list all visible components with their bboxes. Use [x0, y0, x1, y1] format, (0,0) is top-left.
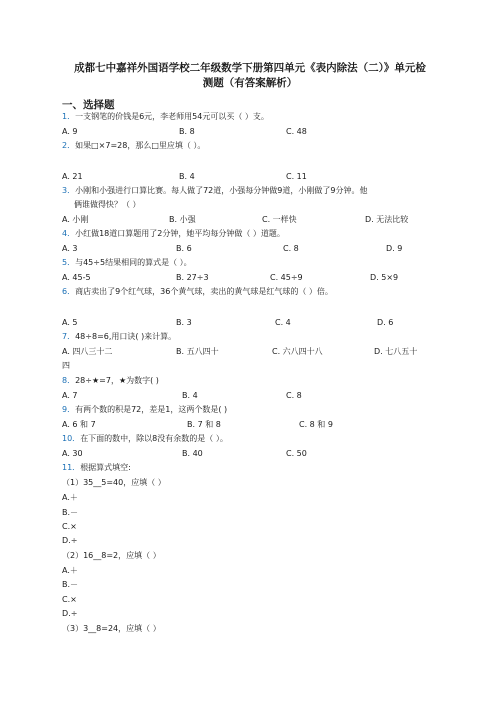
q4-option-d: D. 9	[386, 244, 403, 253]
q11-sub-2: （2）16__8=2，应填（ ）	[62, 551, 161, 560]
q4-option-a: A. 3	[62, 244, 78, 253]
q1-option-b: B. 8	[179, 127, 195, 136]
question-3-cont: 俩谁做得快？（ ）	[74, 200, 141, 209]
question-3: 3．小刚和小强进行口算比赛。每人做了72道，小强每分钟做9道，小刚做了9分钟。他	[62, 186, 368, 195]
q7-option-b: B. 五八四十	[176, 347, 219, 356]
q2-option-c: C. 11	[286, 172, 307, 181]
title-line-2: 测题（有答案解析）	[202, 77, 298, 89]
q4-option-c: C. 8	[283, 244, 299, 253]
q8-option-c: C. 8	[286, 391, 302, 400]
question-9: 9．有两个数的积是72，差是1，这两个数是( )	[62, 405, 228, 414]
q6-option-d: D. 6	[377, 318, 394, 327]
q10-option-c: C. 50	[286, 449, 307, 458]
question-6: 6．商店卖出了9个红气球，36个黄气球，卖出的黄气球是红气球的（ ）倍。	[62, 287, 333, 296]
question-4: 4．小红做18道口算题用了2分钟，她平均每分钟做（ ）道题。	[62, 229, 285, 238]
q5-option-c: C. 45÷9	[270, 273, 303, 282]
q6-option-b: B. 3	[176, 318, 192, 327]
q11-sub1-option-b: B.－	[62, 508, 79, 517]
q10-option-a: A. 30	[62, 449, 83, 458]
q7-option-d-cont: 四	[62, 361, 70, 370]
q1-option-a: A. 9	[62, 127, 78, 136]
q11-sub2-option-c: C.×	[62, 595, 77, 604]
title-line-1: 成都七中嘉祥外国语学校二年级数学下册第四单元《表内除法（二）》单元检	[74, 62, 426, 74]
question-2: 2．如果□×7=28，那么□里应填（ ）。	[62, 141, 206, 150]
q8-option-b: B. 4	[182, 391, 198, 400]
q11-sub2-option-d: D.÷	[62, 609, 78, 618]
q9-option-a: A. 6 和 7	[62, 420, 96, 429]
q3-option-b: B. 小强	[169, 215, 196, 224]
q10-option-b: B. 40	[182, 449, 203, 458]
question-5: 5．与45÷5结果相同的算式是（ ）。	[62, 258, 192, 267]
q5-option-b: B. 27÷3	[176, 273, 209, 282]
question-11: 11．根据算式填空:	[62, 463, 131, 472]
q7-option-c: C. 六八四十八	[272, 347, 323, 356]
q6-option-a: A. 5	[62, 318, 78, 327]
question-10: 10．在下面的数中，除以8没有余数的是（ ）。	[62, 434, 228, 443]
q9-option-c: C. 8 和 9	[299, 420, 333, 429]
q3-option-c: C. 一样快	[262, 215, 297, 224]
q3-option-d: D. 无法比较	[365, 215, 409, 224]
q8-option-a: A. 7	[62, 391, 78, 400]
q11-sub1-option-a: A.＋	[62, 493, 78, 502]
q2-option-a: A. 21	[62, 172, 83, 181]
q7-option-a: A. 四八三十二	[62, 347, 113, 356]
q6-option-c: C. 4	[275, 318, 291, 327]
q2-option-b: B. 4	[179, 172, 195, 181]
q4-option-b: B. 6	[176, 244, 192, 253]
q11-sub1-option-c: C.×	[62, 522, 77, 531]
q11-sub-1: （1）35__5=40，应填（ ）	[62, 478, 166, 487]
q3-option-a: A. 小刚	[62, 215, 89, 224]
question-7: 7．48÷8=6,用口诀( )来计算。	[62, 332, 177, 341]
q5-option-d: D. 5×9	[370, 273, 399, 282]
question-8: 8．28÷★=7，★为数字( )	[62, 376, 159, 385]
q7-option-d: D. 七八五十	[374, 347, 418, 356]
q9-option-b: B. 7 和 8	[187, 420, 221, 429]
q11-sub-3: （3）3__8=24，应填（ ）	[62, 624, 161, 633]
document-title	[60, 61, 440, 91]
q5-option-a: A. 45-5	[62, 273, 91, 282]
q1-option-c: C. 48	[286, 127, 307, 136]
q11-sub2-option-b: B.－	[62, 580, 79, 589]
q11-sub1-option-d: D.÷	[62, 536, 78, 545]
q11-sub2-option-a: A.＋	[62, 566, 78, 575]
section-heading: 一、选择题	[62, 99, 115, 111]
question-1: 1．一支钢笔的价钱是6元，李老师用54元可以买（ ）支。	[62, 112, 269, 121]
